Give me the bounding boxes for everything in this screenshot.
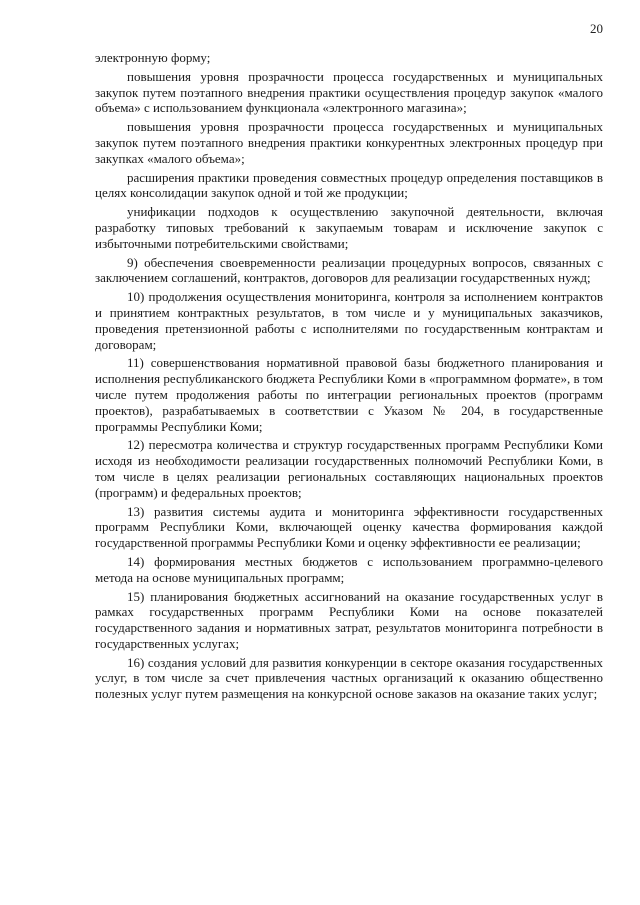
document-body bbox=[95, 50, 603, 705]
paragraph-item-14: 14) формирования местных бюджетов с использованием программно-целевого метода на основе муниципальных программ; bbox=[95, 553, 603, 585]
paragraph-unification: унификации подходов к осуществлению закупочной деятельности, включая разработку типовых требований к закупаемым товарам и исключение закупок с избыточными потребительскими свойствами; bbox=[95, 204, 603, 251]
paragraph-item-13: 13) развития системы аудита и мониторинга эффективности государственных программ Республики Коми, включающей оценку качества формирования каждой государственной программы Республики Коми и оценку эффективности ее реализации; bbox=[95, 503, 603, 551]
paragraph-item-16: 16) создания условий для развития конкуренции в секторе оказания государственных услуг, в том числе за счет привлечения частных организаций к оказанию общественно полезных услуг путем размещения на конкурсной основе заказов на оказание таких услуг; bbox=[95, 654, 603, 702]
paragraph-item-10: 10) продолжения осуществления мониторинга, контроля за исполнением контрактов и принятием контрактных результатов, в том числе и у муниципальных заказчиков, проведения претензионной работы с исполнителями по государственным контрактам и договорам; bbox=[95, 289, 603, 352]
paragraph-transparency-small-volume: повышения уровня прозрачности процесса государственных и муниципальных закупок путем поэтапного внедрения практики осуществления процедур закупок «малого объема» с использованием функционала «электронного магазина»; bbox=[95, 68, 603, 116]
paragraph-item-12: 12) пересмотра количества и структур государственных программ Республики Коми исходя из необходимости реализации государственных полномочий Республики Коми, в том числе в целях реализации региональных составляющих национальных проектов (программ) и федеральных проектов; bbox=[95, 437, 603, 500]
paragraph-item-11: 11) совершенствования нормативной правовой базы бюджетного планирования и исполнения республиканского бюджета Республики Коми в «программном формате», в том числе путем продолжения работы по интеграции региональных проектов (программ проектов), разрабатываемых в соответствии с Указом № 204, в государственные программы Республики Коми; bbox=[95, 355, 603, 434]
paragraph-item-9: 9) обеспечения своевременности реализации процедурных вопросов, связанных с заключением соглашений, контрактов, договоров для реализации государственных нужд; bbox=[95, 254, 603, 286]
paragraph-joint-procedures: расширения практики проведения совместных процедур определения поставщиков в целях консолидации закупок одной и той же продукции; bbox=[95, 169, 603, 201]
paragraph-item-15: 15) планирования бюджетных ассигнований на оказание государственных услуг в рамках государственных программ Республики Коми на основе показателей государственного задания и нормативных затрат, результатов мониторинга потребности в государственных услугах; bbox=[95, 588, 603, 651]
paragraph-continuation: электронную форму; bbox=[95, 50, 211, 65]
paragraph-transparency-competitive: повышения уровня прозрачности процесса государственных и муниципальных закупок путем поэтапного внедрения практики конкурентных электронных процедур при закупках «малого объема»; bbox=[95, 119, 603, 166]
page-number: 20 bbox=[590, 21, 603, 36]
